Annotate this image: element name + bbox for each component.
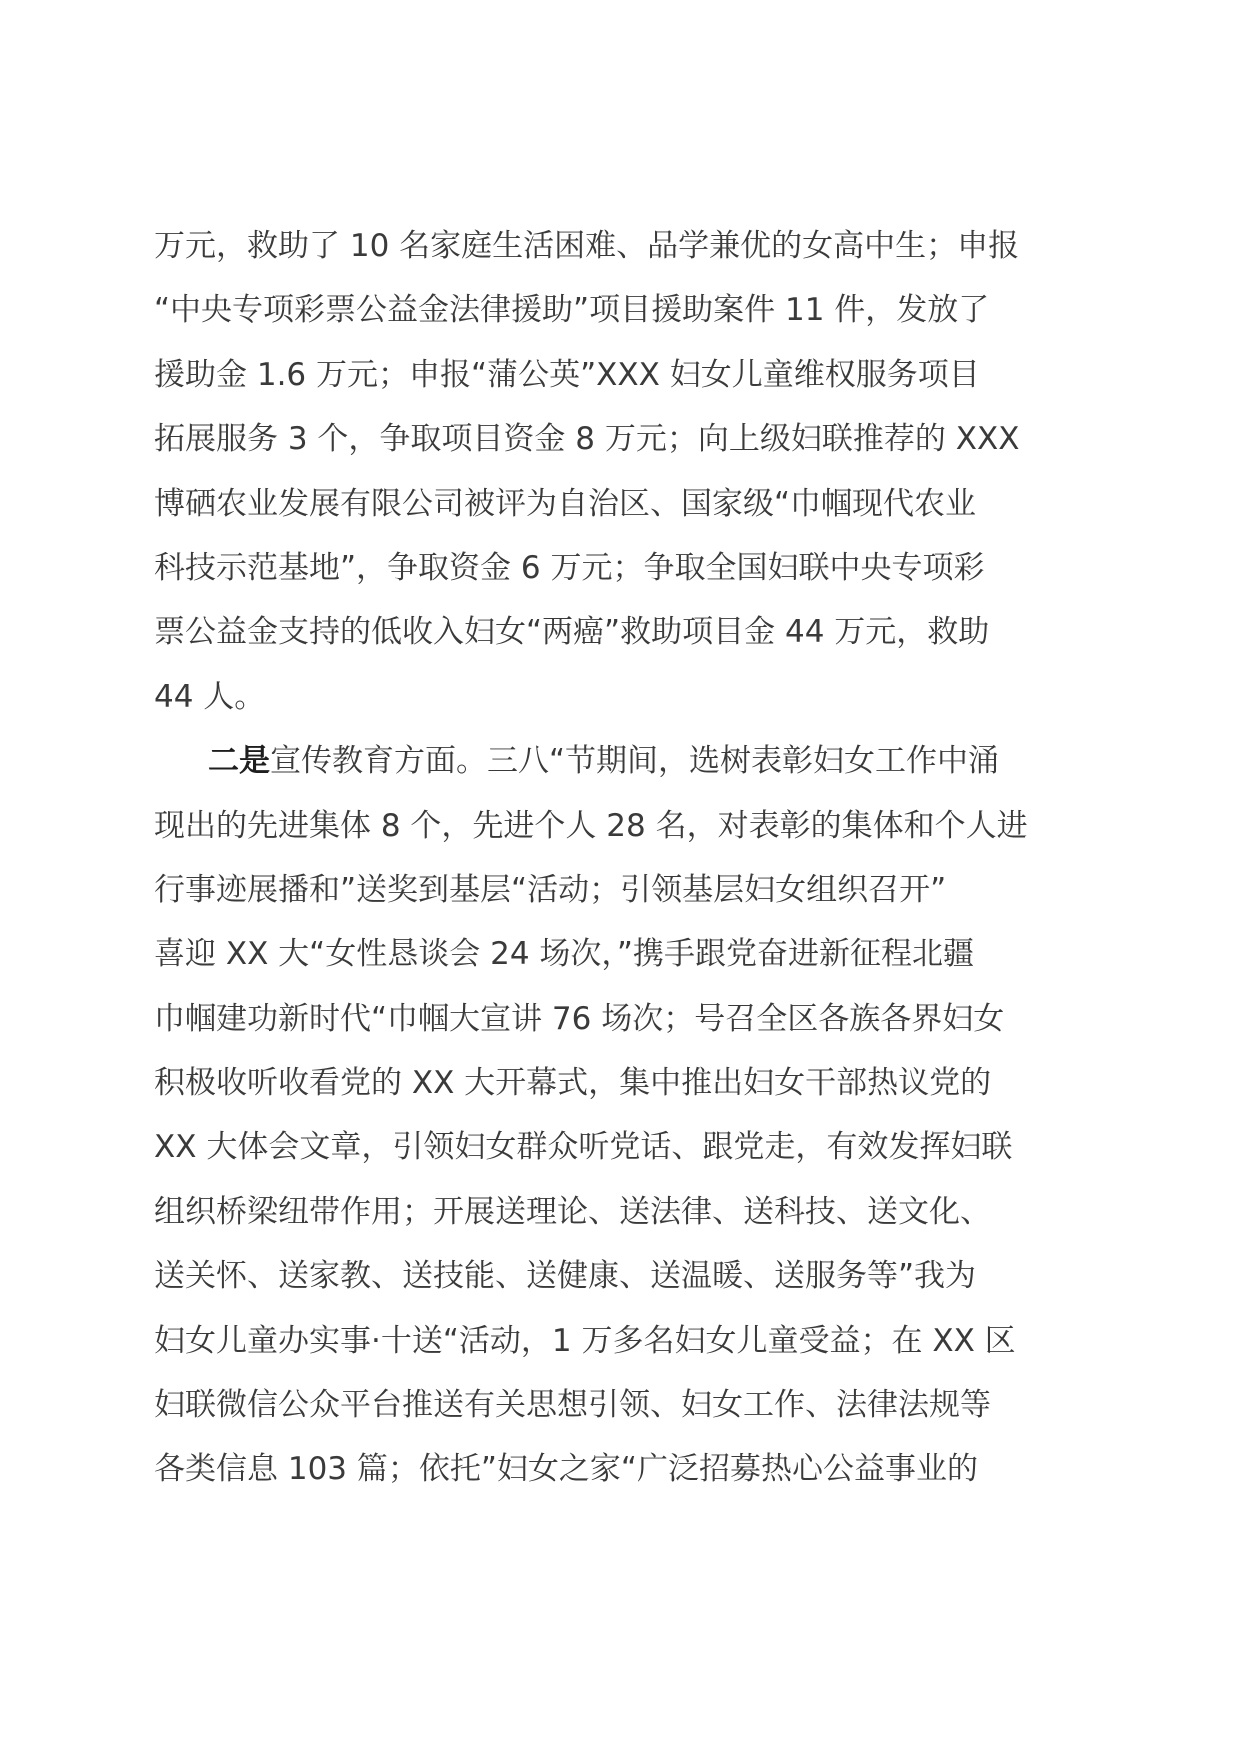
text-line: 票公益金支持的低收入妇女“两癌”救助项目金 44 万元，救助 [154, 614, 990, 651]
text-line: 积极收听收看党的 XX 大开幕式，集中推出妇女干部热议党的 [154, 1065, 992, 1102]
text-line: 送关怀、送家教、送技能、送健康、送温暖、送服务等”我为 [154, 1258, 977, 1295]
text-line: 组织桥梁纽带作用；开展送理论、送法律、送科技、送文化、 [154, 1193, 991, 1230]
text-line: 妇女儿童办实事·十送“活动，1 万多名妇女儿童受益；在 XX 区 [154, 1322, 1016, 1359]
paragraph-2 [154, 729, 1094, 1502]
body-text [154, 214, 1094, 1502]
text-line: 科技示范基地”，争取资金 6 万元；争取全国妇联中央专项彩 [154, 549, 985, 586]
text-line: 拓展服务 3 个，争取项目资金 8 万元；向上级妇联推荐的 XXX [154, 421, 1020, 458]
section-lead: 二是 [208, 743, 270, 780]
paragraph-1 [154, 214, 1094, 729]
text-line: 援助金 1.6 万元；申报“蒲公英”XXX 妇女儿童维权服务项目 [154, 356, 980, 393]
text-line: 万元，救助了 10 名家庭生活困难、品学兼优的女高中生；申报 [154, 228, 1020, 264]
paragraph-2-first-line [154, 729, 1094, 793]
text-line: 各类信息 103 篇；依托”妇女之家“广泛招募热心公益事业的 [154, 1451, 978, 1488]
text-line: 行事迹展播和”送奖到基层“活动；引领基层妇女组织召开” [154, 871, 947, 908]
text-line: 喜迎 XX 大“女性恳谈会 24 场次，”携手跟党奋进新征程北疆 [154, 936, 974, 973]
text-line: 44 人。 [154, 678, 266, 715]
text-line: 妇联微信公众平台推送有关思想引领、妇女工作、法律法规等 [154, 1387, 991, 1424]
text-line: “中央专项彩票公益金法律援助”项目援助案件 11 件，发放了 [154, 292, 990, 329]
text-line: 现出的先进集体 8 个，先进个人 28 名，对表彰的集体和个人进 [154, 807, 1028, 844]
text-line: XX 大体会文章，引领妇女群众听党话、跟党走，有效发挥妇联 [154, 1129, 1013, 1166]
section-lead-rest: 宣传教育方面。三八“节期间，选树表彰妇女工作中涌 [270, 743, 1000, 780]
text-line: 博硒农业发展有限公司被评为自治区、国家级“巾帼现代农业 [154, 485, 977, 522]
text-line: 巾帼建功新时代“巾帼大宣讲 76 场次；号召全区各族各界妇女 [154, 1000, 1005, 1037]
